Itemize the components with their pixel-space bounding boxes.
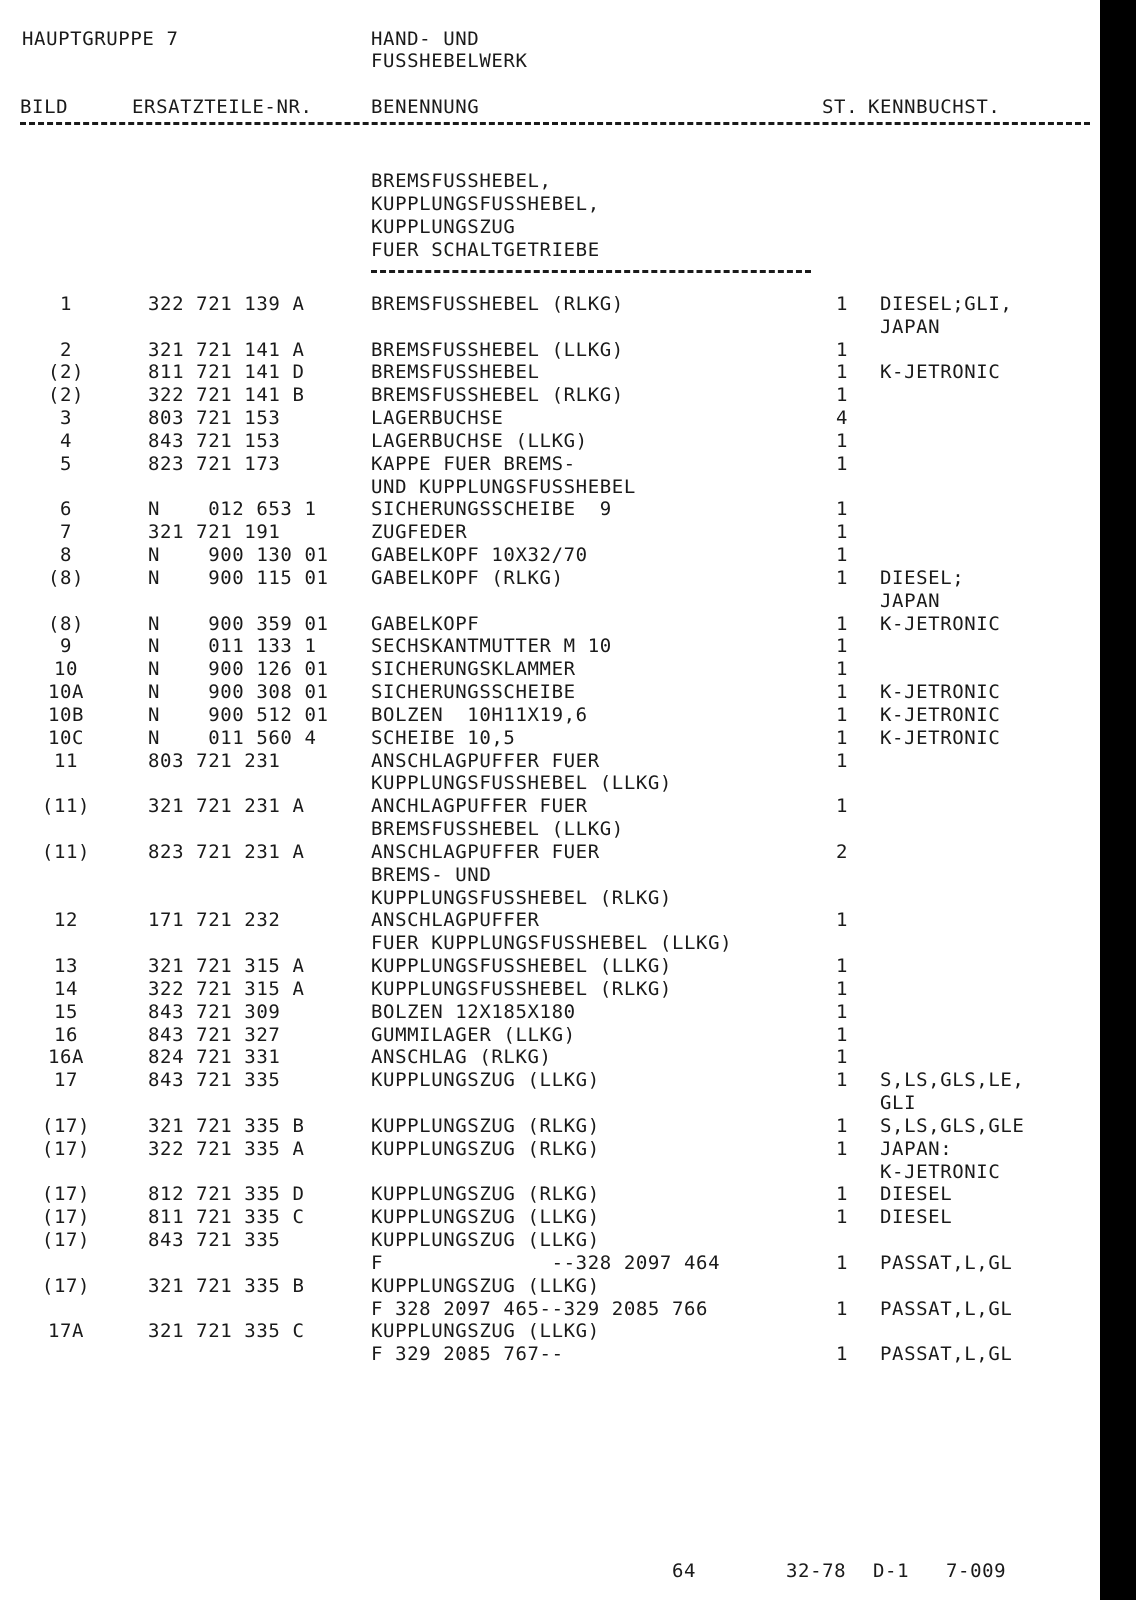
row-bild: 16A [47,1046,85,1068]
row-part-number: 321 721 335 B [148,1275,305,1297]
row-bild: (2) [47,384,85,406]
row-part-number: 843 721 153 [148,430,281,452]
row-qty: 1 [836,430,849,452]
row-code: PASSAT,L,GL [880,1298,1013,1320]
row-qty: 1 [836,750,849,772]
row-name: FUER KUPPLUNGSFUSSHEBEL (LLKG) [371,932,733,954]
row-name: ZUGFEDER [371,521,468,543]
row-bild: (17) [41,1206,91,1228]
row-part-number: N 900 130 01 [148,544,329,566]
row-qty: 1 [836,293,849,315]
row-qty: 1 [836,658,849,680]
row-bild: 4 [59,430,73,452]
row-bild: (11) [41,841,91,863]
row-bild: (17) [41,1115,91,1137]
row-qty: 1 [836,1024,849,1046]
row-name: BREMSFUSSHEBEL (RLKG) [371,293,624,315]
row-name: GABELKOPF [371,613,480,635]
row-qty: 1 [836,1069,849,1091]
row-bild: 16 [53,1024,79,1046]
row-name: BREMS- UND [371,864,492,886]
header-separator [20,122,1090,127]
row-qty: 1 [836,521,849,543]
row-part-number: 843 721 335 [148,1069,281,1091]
row-name: SICHERUNGSSCHEIBE 9 [371,498,612,520]
row-name: ANCHLAGPUFFER FUER [371,795,588,817]
row-name: F 329 2085 767-- [371,1343,564,1365]
row-part-number: N 011 560 4 [148,727,317,749]
row-name: GABELKOPF (RLKG) [371,567,564,589]
row-qty: 1 [836,1252,849,1274]
row-part-number: 321 721 315 A [148,955,305,977]
row-name: BREMSFUSSHEBEL [371,361,540,383]
row-name: KUPPLUNGSFUSSHEBEL (RLKG) [371,887,672,909]
column-header-code: KENNBUCHST. [868,96,1001,118]
row-bild: 12 [53,909,79,931]
row-code: K-JETRONIC [880,727,1001,749]
row-qty: 1 [836,384,849,406]
row-part-number: N 900 308 01 [148,681,329,703]
row-bild: 5 [59,453,73,475]
row-part-number: N 012 653 1 [148,498,317,520]
row-qty: 1 [836,1206,849,1228]
row-code: JAPAN: [880,1138,953,1160]
row-qty: 1 [836,1046,849,1068]
row-name: GABELKOPF 10X32/70 [371,544,588,566]
section-title-line: BREMSFUSSHEBEL, [371,170,552,192]
row-code: PASSAT,L,GL [880,1252,1013,1274]
row-bild: (8) [47,613,85,635]
row-part-number: 803 721 153 [148,407,281,429]
row-part-number: 824 721 331 [148,1046,281,1068]
row-code: JAPAN [880,590,941,612]
row-bild: 9 [59,635,73,657]
row-qty: 2 [836,841,849,863]
row-name: SCHEIBE 10,5 [371,727,516,749]
row-code: DIESEL [880,1206,953,1228]
row-part-number: 171 721 232 [148,909,281,931]
row-bild: (17) [41,1138,91,1160]
row-name: KUPPLUNGSZUG (LLKG) [371,1206,600,1228]
row-bild: 11 [53,750,79,772]
row-name: F 328 2097 465--329 2085 766 [371,1298,709,1320]
row-part-number: 322 721 141 B [148,384,305,406]
section-title-line: FUER SCHALTGETRIEBE [371,239,600,261]
row-qty: 1 [836,1115,849,1137]
row-code: DIESEL; [880,567,965,589]
row-name: BOLZEN 10H11X19,6 [371,704,588,726]
row-name: BREMSFUSSHEBEL (LLKG) [371,339,624,361]
row-name: ANSCHLAG (RLKG) [371,1046,552,1068]
group-title-line2: FUSSHEBELWERK [371,50,528,72]
row-name: KUPPLUNGSFUSSHEBEL (LLKG) [371,955,672,977]
row-qty: 1 [836,978,849,1000]
row-code: S,LS,GLS,GLE [880,1115,1025,1137]
row-qty: 1 [836,498,849,520]
row-part-number: 321 721 191 [148,521,281,543]
row-bild: 15 [53,1001,79,1023]
column-header-qty: ST. [822,96,859,118]
row-qty: 1 [836,544,849,566]
section-title-line: KUPPLUNGSFUSSHEBEL, [371,193,600,215]
row-bild: 1 [59,293,73,315]
row-part-number: 803 721 231 [148,750,281,772]
row-bild: (11) [41,795,91,817]
row-qty: 4 [836,407,849,429]
group-title-line1: HAND- UND [371,28,480,50]
row-name: LAGERBUCHSE (LLKG) [371,430,588,452]
row-bild: 13 [53,955,79,977]
row-qty: 1 [836,727,849,749]
row-bild: 10 [53,658,79,680]
row-code: S,LS,GLS,LE, [880,1069,1025,1091]
row-qty: 1 [836,1183,849,1205]
row-code: K-JETRONIC [880,361,1001,383]
row-qty: 1 [836,453,849,475]
row-part-number: 811 721 141 D [148,361,305,383]
row-bild: 2 [59,339,73,361]
row-bild: 8 [59,544,73,566]
row-code: K-JETRONIC [880,704,1001,726]
row-bild: 14 [53,978,79,1000]
row-part-number: N 900 359 01 [148,613,329,635]
row-part-number: 823 721 173 [148,453,281,475]
row-part-number: 321 721 335 C [148,1320,305,1342]
row-name: BREMSFUSSHEBEL (RLKG) [371,384,624,406]
row-bild: (8) [47,567,85,589]
row-code: K-JETRONIC [880,1161,1001,1183]
row-bild: 10B [47,704,85,726]
row-name: LAGERBUCHSE [371,407,504,429]
row-part-number: 843 721 327 [148,1024,281,1046]
row-bild: 7 [59,521,73,543]
row-bild: 17A [47,1320,85,1342]
row-code: GLI [880,1092,917,1114]
row-bild: (17) [41,1183,91,1205]
row-name: KUPPLUNGSZUG (LLKG) [371,1275,600,1297]
row-code: PASSAT,L,GL [880,1343,1013,1365]
row-part-number: N 900 126 01 [148,658,329,680]
row-part-number: 321 721 231 A [148,795,305,817]
row-name: KUPPLUNGSZUG (LLKG) [371,1069,600,1091]
row-name: BREMSFUSSHEBEL (LLKG) [371,818,624,840]
footer-ref-2: 7-009 [946,1560,1007,1582]
row-part-number: 811 721 335 C [148,1206,305,1228]
row-qty: 1 [836,567,849,589]
row-bild: (17) [41,1275,91,1297]
row-part-number: 823 721 231 A [148,841,305,863]
row-name: GUMMILAGER (LLKG) [371,1024,576,1046]
row-qty: 1 [836,339,849,361]
row-part-number: 843 721 335 [148,1229,281,1251]
column-header-name: BENENNUNG [371,96,480,118]
row-qty: 1 [836,1343,849,1365]
row-name: KUPPLUNGSFUSSHEBEL (LLKG) [371,772,672,794]
row-name: SECHSKANTMUTTER M 10 [371,635,612,657]
row-code: DIESEL;GLI, [880,293,1013,315]
row-qty: 1 [836,635,849,657]
column-header-bild: BILD [20,96,69,118]
row-name: SICHERUNGSSCHEIBE [371,681,576,703]
row-name: KUPPLUNGSZUG (RLKG) [371,1115,600,1137]
row-qty: 1 [836,795,849,817]
row-qty: 1 [836,1298,849,1320]
scan-edge-bar [1100,0,1136,1600]
column-header-part-no: ERSATZTEILE-NR. [132,96,313,118]
row-code: K-JETRONIC [880,681,1001,703]
row-part-number: 812 721 335 D [148,1183,305,1205]
row-code: JAPAN [880,316,941,338]
row-qty: 1 [836,704,849,726]
row-name: ANSCHLAGPUFFER FUER [371,750,600,772]
row-bild: 10A [47,681,85,703]
row-name: F --328 2097 464 [371,1252,721,1274]
row-part-number: 322 721 315 A [148,978,305,1000]
row-part-number: 321 721 141 A [148,339,305,361]
row-name: KUPPLUNGSZUG (LLKG) [371,1320,600,1342]
row-qty: 1 [836,681,849,703]
row-bild: (17) [41,1229,91,1251]
row-qty: 1 [836,1001,849,1023]
row-bild: (2) [47,361,85,383]
row-part-number: N 900 115 01 [148,567,329,589]
row-name: KUPPLUNGSFUSSHEBEL (RLKG) [371,978,672,1000]
row-part-number: N 011 133 1 [148,635,317,657]
row-name: SICHERUNGSKLAMMER [371,658,576,680]
row-qty: 1 [836,361,849,383]
section-title-line: KUPPLUNGSZUG [371,216,516,238]
row-name: KUPPLUNGSZUG (LLKG) [371,1229,600,1251]
row-name: UND KUPPLUNGSFUSSHEBEL [371,476,636,498]
row-part-number: N 900 512 01 [148,704,329,726]
row-part-number: 843 721 309 [148,1001,281,1023]
row-name: ANSCHLAGPUFFER FUER [371,841,600,863]
row-name: KUPPLUNGSZUG (RLKG) [371,1183,600,1205]
row-bild: 17 [53,1069,79,1091]
row-part-number: 321 721 335 B [148,1115,305,1137]
row-bild: 3 [59,407,73,429]
row-name: ANSCHLAGPUFFER [371,909,540,931]
row-name: KUPPLUNGSZUG (RLKG) [371,1138,600,1160]
footer-page-number: 64 [672,1560,697,1582]
row-code: DIESEL [880,1183,953,1205]
row-bild: 6 [59,498,73,520]
row-qty: 1 [836,909,849,931]
row-part-number: 322 721 335 A [148,1138,305,1160]
row-code: K-JETRONIC [880,613,1001,635]
footer-ref-1: D-1 [873,1560,910,1582]
main-group-label: HAUPTGRUPPE 7 [22,28,179,50]
row-qty: 1 [836,1138,849,1160]
row-bild: 10C [47,727,85,749]
section-separator [371,270,811,273]
row-name: KAPPE FUER BREMS- [371,453,576,475]
footer-date-code: 32-78 [786,1560,847,1582]
row-name: BOLZEN 12X185X180 [371,1001,576,1023]
row-part-number: 322 721 139 A [148,293,305,315]
row-qty: 1 [836,613,849,635]
row-qty: 1 [836,955,849,977]
